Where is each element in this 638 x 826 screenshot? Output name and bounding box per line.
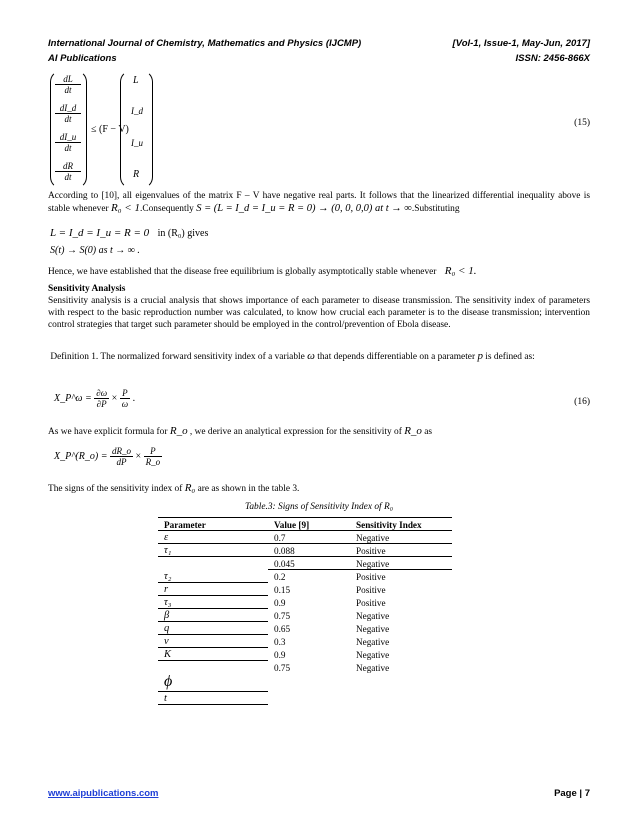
sign-cell: Negative: [350, 531, 452, 544]
sign-cell: Negative: [356, 650, 390, 660]
frac-dL-dt: $\frac{dL}{dt}$: [55, 74, 81, 95]
sign-cell: Positive: [356, 598, 386, 608]
vec-Id: I_d: [131, 106, 143, 116]
page-number: Page | 7: [554, 788, 590, 799]
sign-cell: Positive: [356, 585, 386, 595]
value-cell: 0.65: [274, 624, 291, 634]
section-body: Sensitivity analysis is a crucial analysis that shows importance of each parameter to disease transmission. The sensitivity index of parameters with respect to the basic reproduction number was calculated, to know how crucial each parameter is to the disease transmission; intervention control strategies that target such parameter should be employed in the control/prevention of Ebola disease.: [48, 296, 590, 330]
para4-r0: R₀: [184, 482, 196, 494]
value-cell: 0.3: [274, 637, 286, 647]
para1-text-b: .Consequently: [139, 204, 194, 214]
sign-cell: Negative: [356, 624, 390, 634]
value-cell: 0.9: [274, 650, 286, 660]
eqro-lhs: X_P^(R_o) =: [54, 451, 108, 462]
eqro-frac1: $\frac{dR\_o}{dP}$: [111, 446, 131, 467]
subst-text: in (R₀) gives: [157, 228, 209, 239]
para3-text-c: as: [424, 427, 433, 437]
table-row: [158, 557, 452, 570]
equation-ro-sensitivity: [54, 446, 162, 467]
sensitivity-table: [158, 517, 452, 705]
value-cell: 0.045: [268, 557, 350, 570]
volume-info: [Vol-1, Issue-1, May-Jun, 2017]: [452, 38, 590, 49]
journal-title: International Journal of Chemistry, Mathematics and Physics (IJCMP): [48, 38, 362, 49]
table-row: [158, 595, 452, 608]
eq16-frac2: $\frac{P}{\omega}$: [121, 388, 129, 409]
table-row: [158, 544, 452, 557]
publisher: AI Publications: [48, 53, 117, 64]
frac-dId-dt: $\frac{dI\_d}{dt}$: [55, 103, 81, 124]
table-row: [158, 691, 452, 704]
symbol-omega: ω: [307, 350, 315, 362]
running-subheader: [48, 53, 590, 64]
table-row: [158, 582, 452, 595]
table-row: [158, 634, 452, 647]
eqro-times: ×: [135, 451, 142, 462]
table-row: [158, 673, 452, 692]
vec-L: L: [133, 75, 139, 86]
sign-cell: Negative: [356, 611, 390, 621]
subst-equation: L = I_d = I_u = R = 0: [50, 227, 150, 239]
running-header: [48, 38, 590, 49]
frac-dR-dt: $\frac{dR}{dt}$: [55, 161, 81, 182]
publisher-url-link[interactable]: www.aipublications.com: [48, 788, 159, 799]
col-parameter: Parameter: [158, 518, 268, 531]
param-cell: [158, 557, 268, 570]
col-sensitivity: Sensitivity Index: [350, 518, 452, 531]
eq16-lhs: X_P^ω =: [54, 393, 92, 404]
value-cell: 0.9: [274, 598, 286, 608]
para4-text-a: The signs of the sensitivity index of: [48, 484, 183, 494]
table-row: [158, 621, 452, 634]
leq-operator: ≤ (F − V): [91, 124, 129, 135]
paragraph-explicit-formula: [48, 425, 590, 438]
sign-cell: [350, 673, 452, 692]
para2-condition: R₀ < 1.: [444, 265, 477, 277]
table-header-row: [158, 518, 452, 531]
para3-ro-1: R_o: [169, 425, 188, 437]
page-footer: [48, 788, 590, 799]
definition-text-b: that depends differentiable on a parameter: [317, 352, 476, 362]
eqro-frac2: $\frac{P}{R\_o}$: [145, 446, 161, 467]
param-cell: β: [158, 608, 268, 621]
param-cell: K: [158, 647, 268, 660]
para3-ro-2: R_o: [404, 425, 422, 437]
value-cell: [268, 691, 350, 704]
limit-line: S(t) → S(0) as t → ∞ .: [50, 245, 140, 256]
table-row: [158, 570, 452, 583]
sign-cell: [350, 691, 452, 704]
definition-text-c: is defined as:: [485, 352, 535, 362]
paragraph-stability: [48, 265, 590, 278]
para3-text-a: As we have explicit formula for: [48, 427, 168, 437]
param-cell: v: [158, 634, 268, 647]
para1-text-c: .Substituting: [411, 204, 460, 214]
param-cell: q: [158, 621, 268, 634]
sign-cell: Negative: [356, 662, 390, 673]
definition-1: [48, 350, 590, 363]
eq16-tail: .: [132, 393, 136, 404]
value-cell: [268, 673, 350, 692]
value-cell: 0.088: [268, 544, 350, 557]
para2-text: Hence, we have established that the disease free equilibrium is globally asymptotically stable whenever: [48, 267, 437, 277]
para1-text-a: According to [10], all eigenvalues of the matrix F – V have negative real parts. It follows that the linearized differential inequality above is stable whenever: [48, 191, 590, 214]
param-cell: τ₁: [158, 544, 268, 557]
definition-text-a: Definition 1. The normalized forward sensitivity index of a variable: [50, 352, 305, 362]
equation-number-16: (16): [574, 397, 590, 407]
sign-cell: Negative: [356, 637, 390, 647]
symbol-p: p: [477, 350, 483, 362]
equation-number-15: (15): [574, 118, 590, 128]
table-row: [158, 660, 452, 673]
sign-cell: Positive: [350, 544, 452, 557]
substitution-line: [50, 227, 208, 239]
vec-Iu: I_u: [131, 138, 143, 148]
value-cell: 0.7: [268, 531, 350, 544]
section-title: Sensitivity Analysis: [48, 284, 126, 294]
table-caption: Table.3: Signs of Sensitivity Index of R₀: [245, 502, 393, 512]
sign-cell: Positive: [356, 572, 386, 582]
paragraph-signs: [48, 482, 590, 495]
value-cell: 0.75: [274, 611, 291, 621]
para1-consequence: S = (L = I_d = I_u = R = 0) → (0, 0, 0,0) at t → ∞: [196, 203, 412, 214]
issn: ISSN: 2456-866X: [515, 53, 590, 64]
value-cell: 0.75: [274, 662, 291, 673]
value-cell: 0.2: [274, 572, 286, 582]
param-cell: ε: [158, 531, 268, 544]
table-row: [158, 608, 452, 621]
param-cell: [158, 660, 268, 673]
col-value: Value [9]: [268, 518, 350, 531]
para1-condition: R₀ < 1: [111, 202, 140, 214]
param-cell: ϕ: [158, 673, 268, 692]
table-row: [158, 531, 452, 544]
eq16-frac1: $\frac{\partial\omega}{\partial P}$: [96, 388, 108, 409]
frac-dIu-dt: $\frac{dI\_u}{dt}$: [55, 132, 81, 153]
value-cell: 0.15: [274, 585, 291, 595]
param-cell: r: [158, 582, 268, 595]
paragraph-eigenvalues: [48, 190, 590, 215]
param-cell: τ₂: [158, 570, 268, 583]
eq16-times: ×: [111, 393, 118, 404]
vec-R: R: [133, 169, 140, 180]
table-row: [158, 647, 452, 660]
para3-text-b: , we derive an analytical expression for the sensitivity of: [189, 427, 402, 437]
sign-cell: Negative: [350, 557, 452, 570]
param-cell: t: [158, 691, 268, 704]
para4-text-b: are as shown in the table 3.: [197, 484, 300, 494]
param-cell: τ₃: [158, 595, 268, 608]
equation-16: [54, 388, 135, 409]
